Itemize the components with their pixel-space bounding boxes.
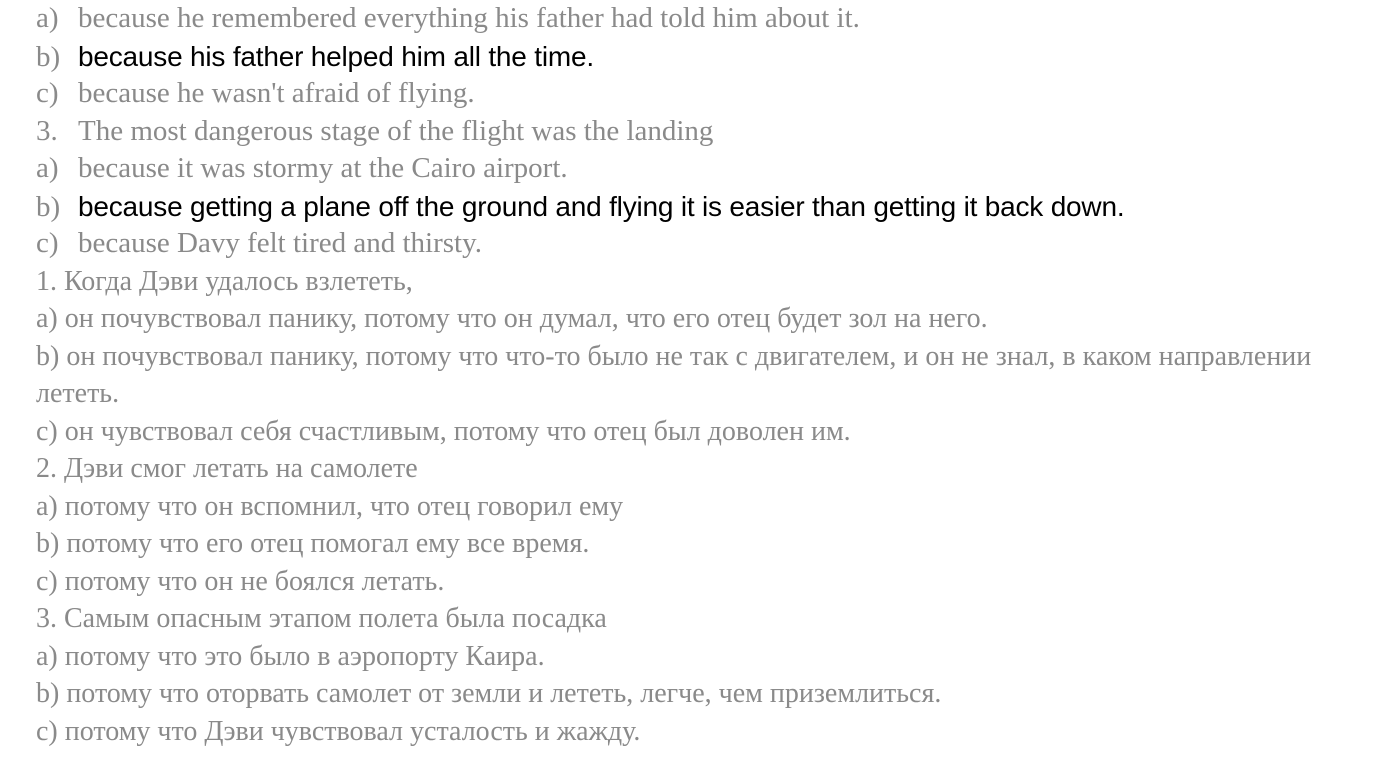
option-1b-en-selected [36,38,1386,76]
option-marker: b) [36,40,61,73]
option-3b-ru: b) потому что оторвать самолет от земли и лететь, легче, чем приземлиться. [36,678,942,709]
option-2c-ru: с) потому что он не боялся летать. [36,565,445,597]
document-body [36,0,1386,750]
option-text: because his father helped him all the time. [78,40,594,72]
option-marker: c) [36,77,59,109]
question-text: The most dangerous stage of the flight was the landing [78,114,714,147]
question-3-ru: 3. Самым опасным этапом полета была посадка [36,603,607,634]
option-2b-ru: b) потому что его отец помогал ему все время. [36,528,590,559]
question-number: 3. [36,114,58,147]
option-3c-ru: с) потому что Дэви чувствовал усталость и жажду. [36,715,641,747]
option-3a-en [36,150,1386,188]
option-2a-ru: а) потому что он вспомнил, что отец говорил ему [36,490,624,522]
option-3c-en [36,225,1386,263]
option-3a-ru: а) потому что это было в аэропорту Каира. [36,640,545,672]
option-1a-ru: а) он почувствовал панику, потому что он думал, что его отец будет зол на него. [36,303,988,334]
option-1b-ru: b) он почувствовал панику, потому что что-то было не так с двигателем, и он не знал, в каком направлении лететь. [36,340,1312,409]
option-text: because he remembered everything his father had told him about it. [78,2,860,34]
option-text: because Davy felt tired and thirsty. [78,227,482,259]
option-marker: a) [36,2,59,34]
question-2-ru: 2. Дэви смог летать на самолете [36,453,418,484]
question-3-en [36,113,1386,151]
option-text: because it was stormy at the Cairo airport. [78,152,568,184]
option-1a-en [36,0,1386,38]
question-1-ru: 1. Когда Дэви удалось взлететь, [36,265,413,297]
option-1c-en [36,75,1386,113]
option-marker: c) [36,227,59,259]
option-marker: b) [36,190,61,223]
option-1c-ru: с) он чувствовал себя счастливым, потому что отец был доволен им. [36,415,851,447]
option-marker: a) [36,152,59,184]
option-3b-en-selected [36,188,1386,226]
option-text: because getting a plane off the ground and flying it is easier than getting it back down. [78,190,1125,222]
option-text: because he wasn't afraid of flying. [78,77,475,109]
